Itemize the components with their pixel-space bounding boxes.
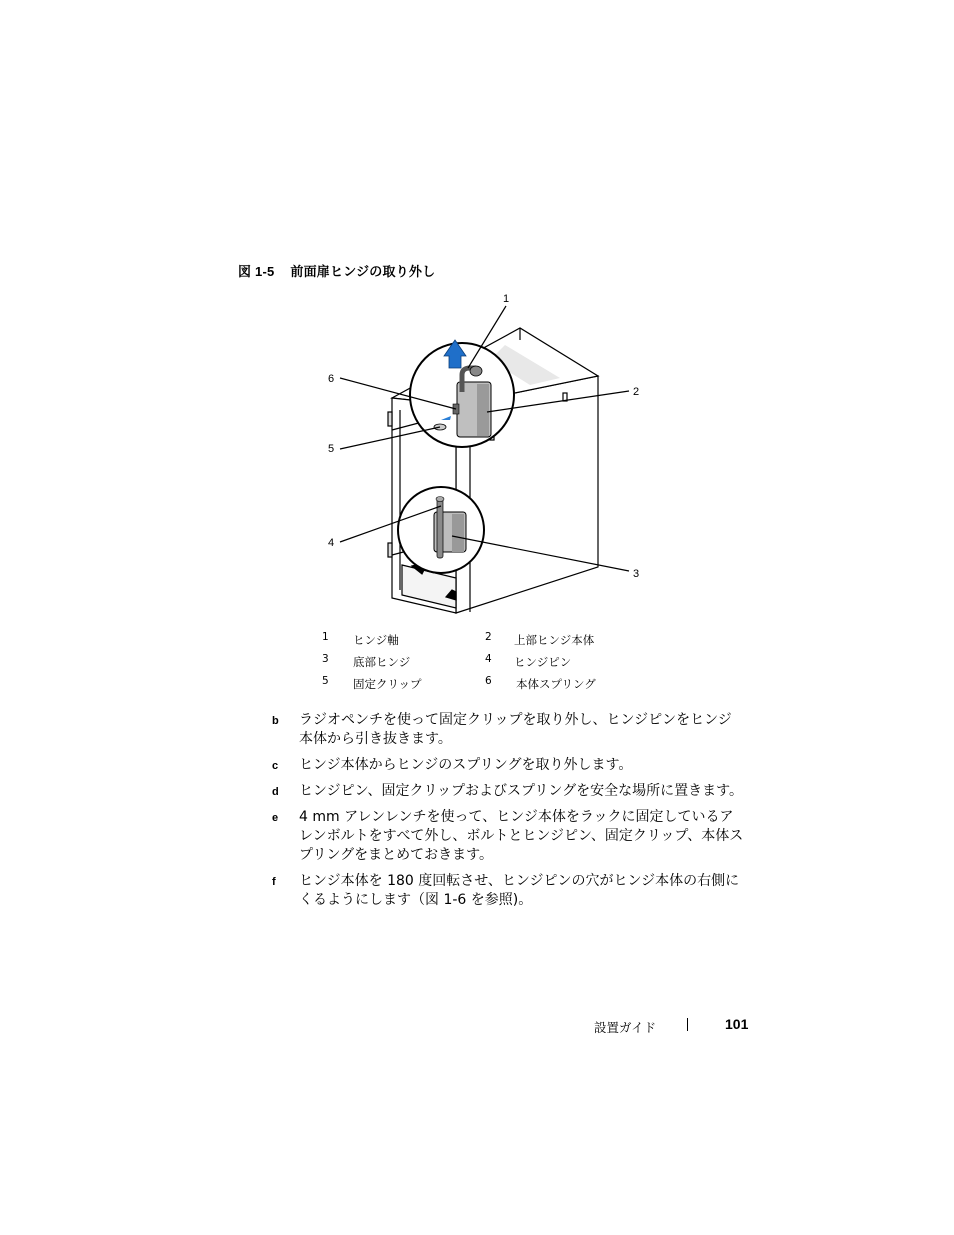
legend-label: ヒンジ軸: [353, 633, 399, 647]
footer-separator: [687, 1018, 688, 1031]
legend-label: 上部ヒンジ本体: [514, 633, 595, 647]
legend-number: 3: [322, 653, 329, 665]
figure-legend: [322, 630, 652, 696]
step-letter: e: [272, 812, 279, 824]
step-b: [272, 711, 752, 749]
step-f: [272, 872, 752, 910]
callout-1: 1: [503, 293, 510, 305]
step-letter: b: [272, 715, 279, 727]
legend-row: [322, 674, 652, 696]
step-letter: d: [272, 786, 279, 798]
callout-3: 3: [633, 568, 640, 580]
legend-number: 4: [485, 653, 492, 665]
step-text: ヒンジピン、固定クリップおよびスプリングを安全な場所に置きます。: [299, 783, 744, 799]
step-e: [272, 808, 752, 865]
legend-label: 本体スプリング: [516, 677, 596, 691]
legend-label: 底部ヒンジ: [353, 655, 411, 669]
footer-section: 設置ガイド: [594, 1020, 657, 1035]
legend-number: 1: [322, 631, 329, 643]
step-text: 4 mm アレンレンチを使って、ヒンジ本体をラックに固定しているアレンボルトをすべて外し、ボルトとヒンジピン、固定クリップ、本体スプリングをまとめておきます。: [299, 809, 744, 863]
callout-2: 2: [633, 386, 640, 398]
step-text: ラジオペンチを使って固定クリップを取り外し、ヒンジピンをヒンジ本体から引き抜きます。: [299, 712, 732, 747]
legend-number: 6: [485, 675, 492, 687]
legend-row: [322, 652, 652, 674]
callout-6: 6: [328, 373, 335, 385]
callout-4: 4: [328, 537, 335, 549]
legend-row: [322, 630, 652, 652]
figure-title: 前面扉ヒンジの取り外し: [290, 264, 436, 279]
callout-5: 5: [328, 443, 335, 455]
page-footer: [594, 1016, 754, 1036]
figure-number: 図 1-5: [238, 264, 275, 279]
step-c: [272, 756, 752, 775]
step-text: ヒンジ本体を 180 度回転させ、ヒンジピンの穴がヒンジ本体の右側にくるようにします（図 1-6 を参照)。: [299, 873, 740, 908]
step-text: ヒンジ本体からヒンジのスプリングを取り外します。: [299, 757, 633, 773]
procedure-steps: [272, 711, 752, 917]
step-d: [272, 782, 752, 801]
step-letter: f: [272, 876, 276, 888]
legend-label: 固定クリップ: [353, 677, 422, 691]
legend-label: ヒンジピン: [514, 655, 572, 669]
legend-number: 5: [322, 675, 329, 687]
legend-number: 2: [485, 631, 492, 643]
page-number: 101: [725, 1016, 749, 1032]
bottom-hinge-detail: [398, 487, 484, 573]
step-letter: c: [272, 760, 279, 772]
